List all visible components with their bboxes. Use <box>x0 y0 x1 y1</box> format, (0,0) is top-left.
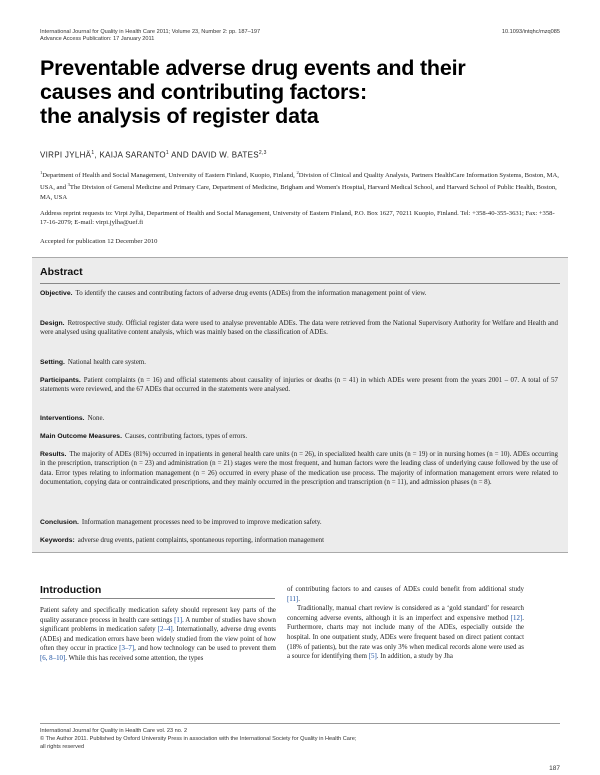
abstract-box <box>32 257 568 553</box>
citation-link[interactable]: [12] <box>510 614 523 622</box>
abstract-heading: Abstract <box>40 266 83 278</box>
introduction-divider <box>40 598 275 599</box>
abstract-objective: Objective. To identify the causes and contributing factors of adverse drug events (ADEs) from the information management point of view. <box>40 290 427 297</box>
doi[interactable]: 10.1093/intqhc/mzq085 <box>501 29 560 35</box>
journal-citation: International Journal for Quality in Health Care 2011; Volume 23, Number 2: pp. 187–197 <box>40 29 261 35</box>
abstract-outcome-measures: Main Outcome Measures. Causes, contributing factors, types of errors. <box>40 433 248 440</box>
citation-link[interactable]: [2–4] <box>157 626 173 634</box>
citation-link[interactable]: [5] <box>368 653 377 661</box>
running-header <box>40 29 380 43</box>
footer-divider <box>40 723 560 724</box>
abstract-results: Results. The majority of ADEs (81%) occurred in inpatients in general health care units (n = 26), in specialized health care units (n = 19) or in nursing homes (n = 10). ADEs occurring in the prescription, transcription (n = 23) and administration (n = 21) stages were the most frequent, and human factors were the leading class of underlying cause followed by the use of data. Error types relating to information management (n = 26) occurred in every phase of the medication use process. The majority of information management errors were related to documentation, copying data or contraindicated prescriptions, and they mainly occurred in the prescription and transcription (n = 11), and admission phases (n = 8). <box>40 451 558 486</box>
citation-link[interactable]: [11] <box>287 595 299 603</box>
article-title: Preventable adverse drug events and their causes and contributing factors: the analysis of register data <box>40 56 466 128</box>
page-number: 187 <box>549 765 560 772</box>
author-name: VIRPI JYLHÄ <box>40 150 92 160</box>
author-list: VIRPI JYLHÄ$^1$, KAIJA SARANTO$^1$ AND DAVID W. BATES$^{2,3}$ <box>40 150 267 160</box>
introduction-left-column: Patient safety and specifically medication safety should represent key parts of the quality assurance process in health care settings [1]. A number of studies have shown significant problems in medication safety [2–4]. Internationally, adverse drug events (ADEs) and medication errors have been widely studied from the view point of how often they occur in practice [3–7], and how technology can be used to prevent them [6, 8–10]. While this has received some attention, the types <box>40 607 276 662</box>
citation-link[interactable]: [1] <box>174 616 183 624</box>
abstract-setting: Setting. National health care system. <box>40 359 146 366</box>
author-name: KAIJA SARANTO <box>99 150 166 160</box>
citation-link[interactable]: [6, 8–10] <box>40 654 66 662</box>
introduction-right-column: of contributing factors to and causes of ADEs could benefit from additional study [11]. Traditionally, manual chart review is considered as a ‘gold standard’ for research concerning adverse events, although it is an imperfect and expensive method [12]. Furthermore, charts may not include many of the ADEs, especially outside the hospital. In one outpatient study, ADEs were frequent based on direct patient contact (18% of patients), but the rate was only 3% when medical records alone were used as a source for identifying them [5]. In addition, a study by Jha <box>287 586 524 661</box>
abstract-divider <box>40 283 560 284</box>
abstract-design: Design. Retrospective study. Official register data were used to analyse preventable ADEs. The data were retrieved from the National Supervisory Authority for Welfare and Health and were analysed using qualitative content analysis, which was mainly based on the classification of ADEs. <box>40 320 558 337</box>
citation-link[interactable]: [3–7] <box>119 645 135 653</box>
page-footer <box>40 727 560 751</box>
footer-journal: International Journal for Quality in Health Care vol. 23 no. 2 <box>40 728 188 734</box>
abstract-keywords: Keywords: adverse drug events, patient complaints, spontaneous reporting, information management <box>40 537 325 544</box>
paragraph: Traditionally, manual chart review is considered as a ‘gold standard’ for research concerning adverse events, although it is an imperfect and expensive method [12]. Furthermore, charts may not include many of the ADEs, especially outside the hospital. In one outpatient study, ADEs were frequent based on direct patient contact (18% of patients), but the rate was only 3% when medical records alone were used as a source for identifying them [5]. In addition, a study by Jha <box>287 605 524 661</box>
abstract-interventions: Interventions. None. <box>40 415 105 422</box>
author-name: AND DAVID W. BATES <box>171 150 259 160</box>
affiliations: $^1$Department of Health and Social Management, University of Eastern Finland, Kuopio, Finland, $^2$Division of Clinical and Quality Analysis, Partners HealthCare Information Systems, Boston, MA, USA, and $^3$The Division of General Medicine and Primary Care, Department of Medicine, Brigham and Women's Hospital, Harvard Medical School, and Harvard School of Public Health, Boston, MA, USA <box>40 170 559 201</box>
footer-copyright: © The Author 2011. Published by Oxford University Press in association with the International Society for Quality in Health Care; <box>40 736 357 742</box>
accepted-date: Accepted for publication 12 December 2010 <box>40 238 158 245</box>
abstract-participants: Participants. Patient complaints (n = 16) and official statements about causality of injuries or deaths (n = 41) in which ADEs were present from the years 2001 – 07. A total of 57 statements were reviewed, and the 67 ADEs that occurred in the statements were analysed. <box>40 377 558 394</box>
abstract-conclusion: Conclusion. Information management processes need to be improved to improve medication safety. <box>40 519 322 526</box>
introduction-heading: Introduction <box>40 584 102 596</box>
footer-rights: all rights reserved <box>40 744 85 750</box>
correspondence-address: Address reprint requests to: Virpi Jylhä, Department of Health and Social Management, University of Eastern Finland, P.O. Box 1627, 70211 Kuopio, Finland. Tel: +358-40-355-3631; Fax: +358-17-16-2079; E-mail: virpi.jylha@uef.fi <box>40 210 555 227</box>
advance-access-date: Advance Access Publication: 17 January 2011 <box>40 36 155 42</box>
